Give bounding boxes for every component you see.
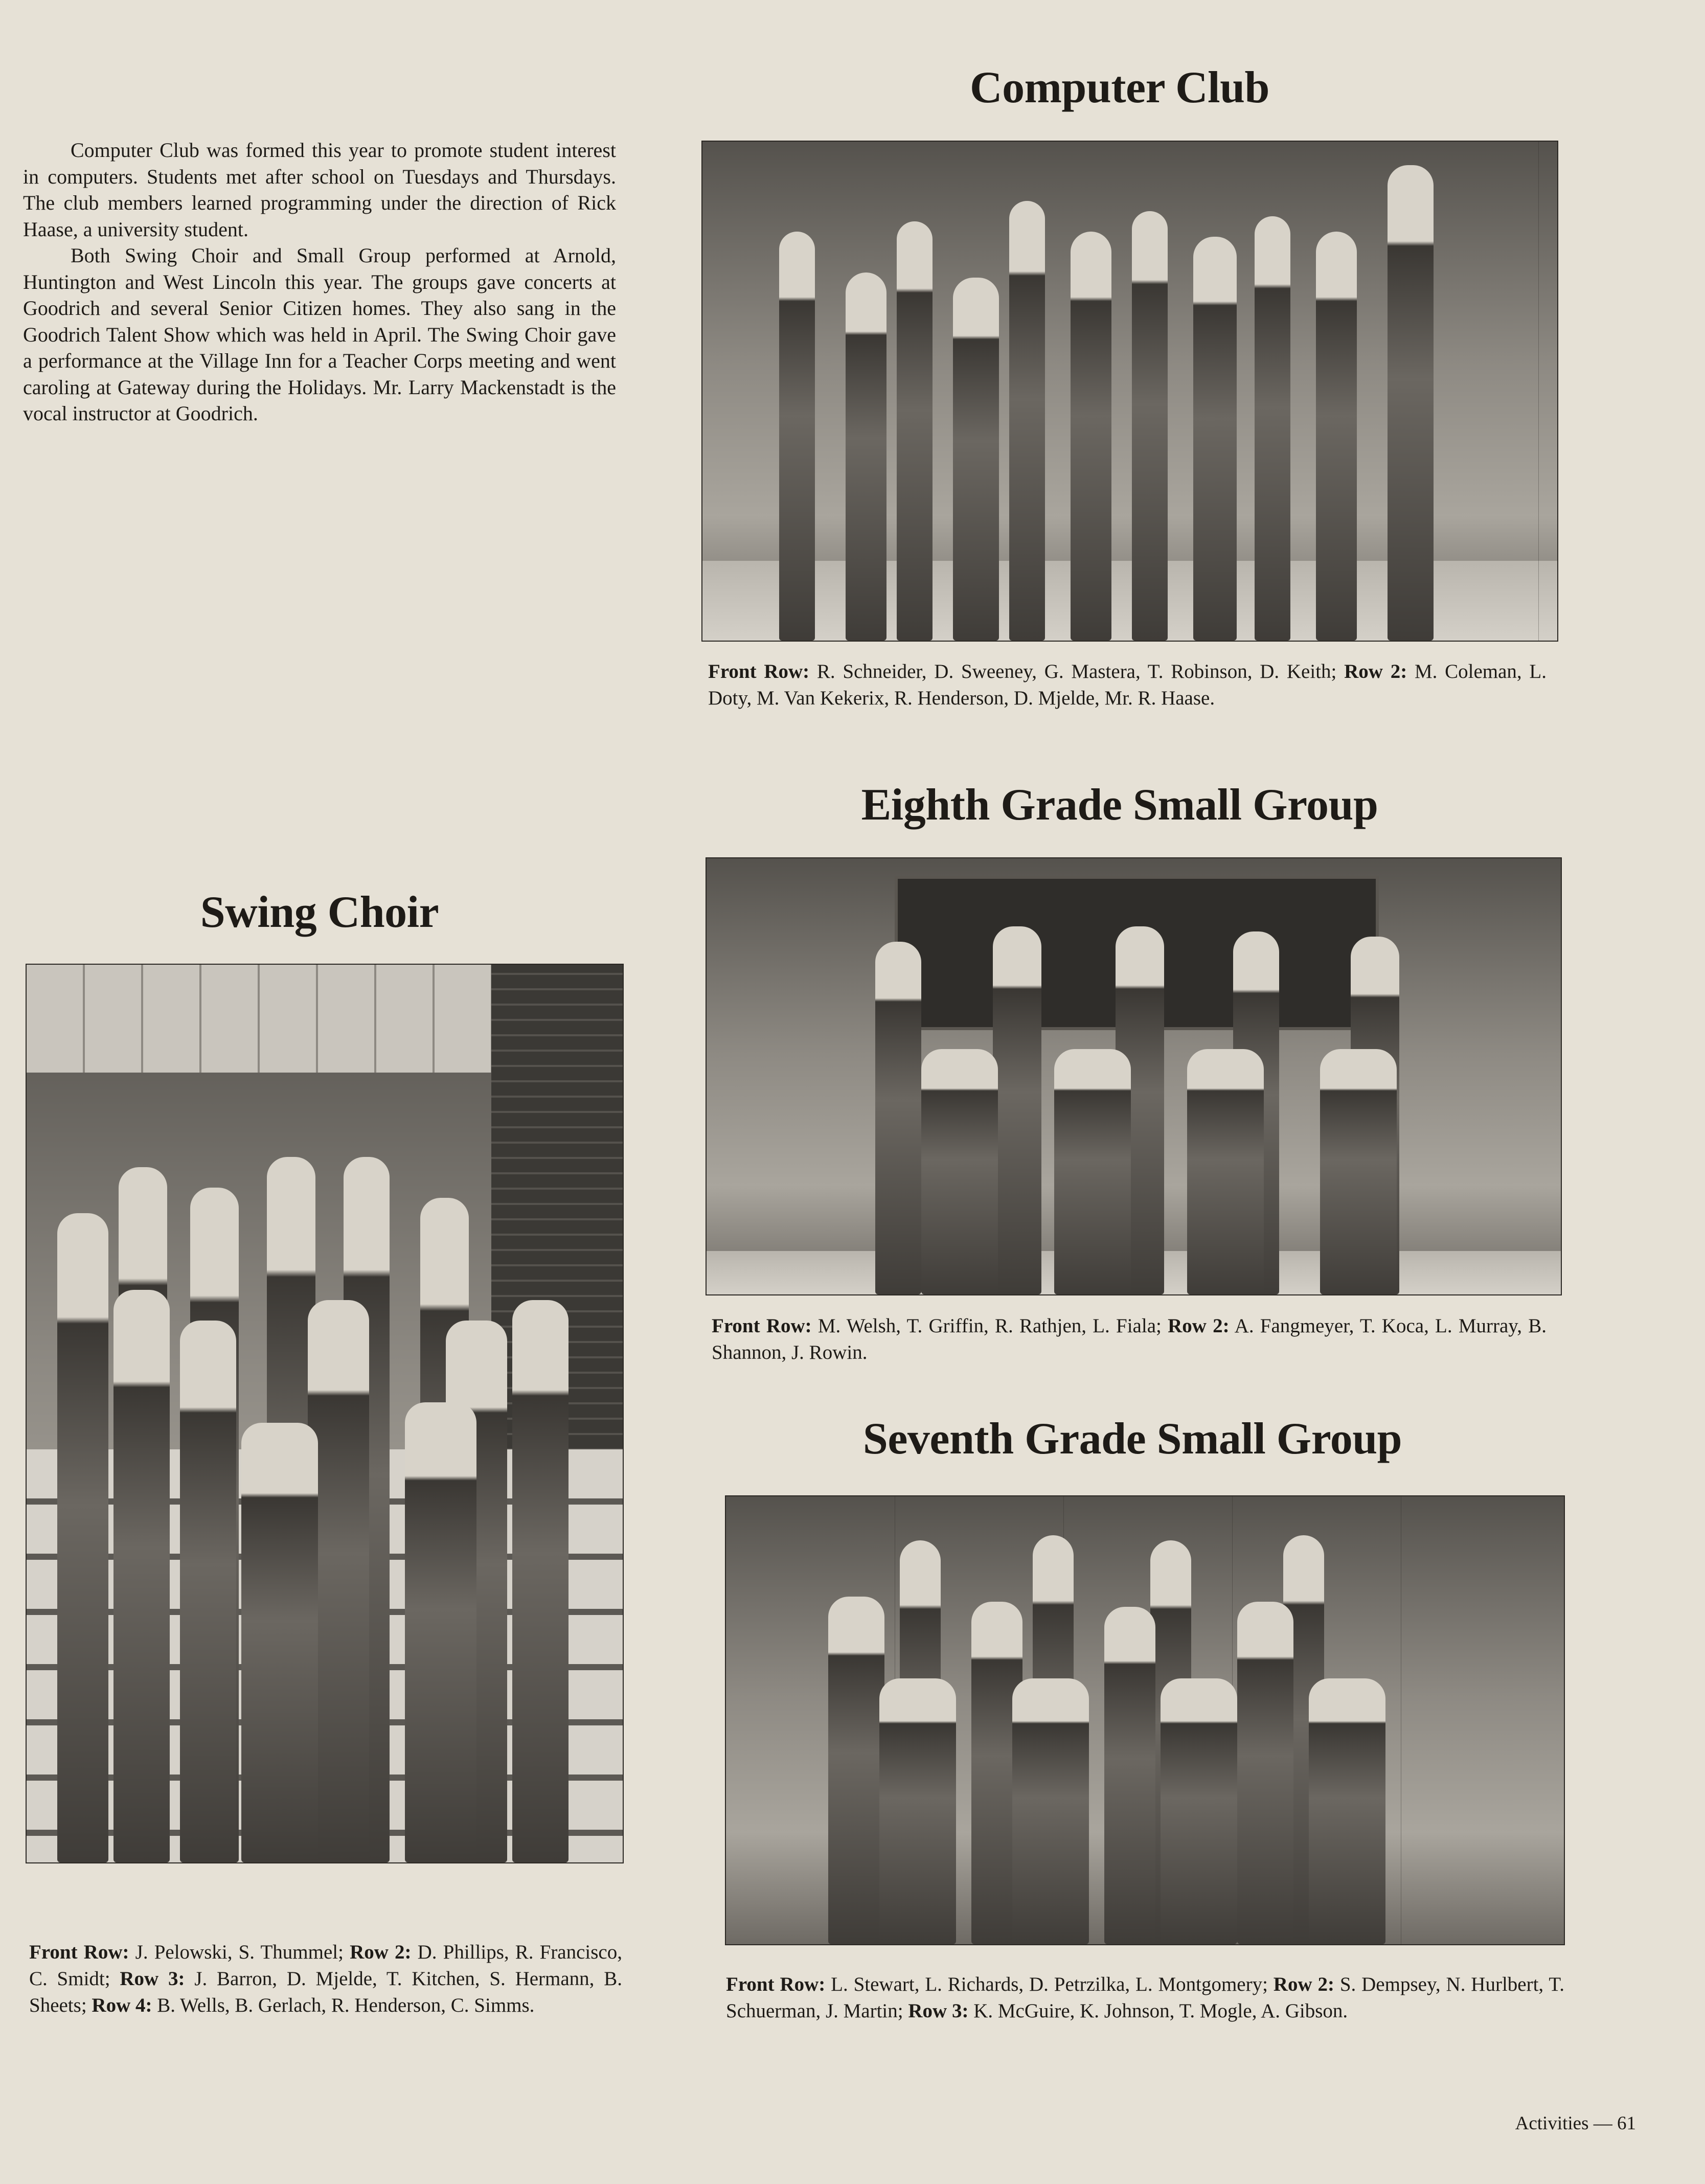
caption-row-label: Row 3: (908, 2000, 969, 2022)
eighth-grade-photo (706, 857, 1562, 1295)
caption-names: L. Stewart, L. Richards, D. Petrzilka, L. Montgomery; (825, 1973, 1274, 1995)
swing-choir-caption (29, 1939, 622, 2019)
caption-names: J. Pelowski, S. Thummel; (129, 1941, 350, 1963)
caption-row-label: Row 2: (350, 1941, 412, 1963)
seventh-grade-caption (726, 1971, 1564, 2024)
page-folio: Activities — 61 (1515, 2113, 1636, 2134)
eighth-grade-caption (712, 1313, 1547, 1366)
swing-choir-title: Swing Choir (200, 888, 439, 937)
seventh-grade-title: Seventh Grade Small Group (862, 1414, 1402, 1464)
caption-names: R. Schneider, D. Sweeney, G. Mastera, T. Robinson, D. Keith; (809, 661, 1345, 682)
caption-row-label: Front Row: (726, 1973, 826, 1995)
caption-names: D. Phillips, R. Francisco, C. Smidt; (29, 1941, 622, 1990)
intro-paragraph: Computer Club was formed this year to promote student interest in computers. Students met after school on Tuesdays and Thursdays. The club members learned programming under the direction of Rick Haase, a university student. (23, 139, 616, 241)
caption-names: K. McGuire, K. Johnson, T. Mogle, A. Gibson. (968, 2000, 1348, 2022)
caption-names: M. Welsh, T. Griffin, R. Rathjen, L. Fiala; (811, 1315, 1168, 1337)
caption-names: M. Coleman, L. Doty, M. Van Kekerix, R. Henderson, D. Mjelde, Mr. R. Haase. (708, 661, 1547, 709)
caption-row-label: Row 2: (1344, 661, 1407, 682)
intro-text (23, 137, 616, 427)
computer-club-caption (708, 658, 1547, 712)
caption-names: B. Wells, B. Gerlach, R. Henderson, C. Simms. (152, 1994, 535, 2016)
intro-paragraph: Both Swing Choir and Small Group performed at Arnold, Huntington and West Lincoln this year. The groups gave concerts at Goodrich and several Senior Citizen homes. They also sang in the Goodrich Talent Show which was held in April. The Swing Choir gave a performance at the Village Inn for a Teacher Corps meeting and went caroling at Gateway during the Holidays. Mr. Larry Mackenstadt is the vocal instructor at Goodrich. (23, 244, 616, 425)
caption-row-label: Row 3: (120, 1968, 185, 1990)
computer-club-title: Computer Club (970, 63, 1269, 112)
caption-row-label: Front Row: (708, 661, 810, 682)
swing-choir-photo (26, 964, 624, 1863)
caption-row-label: Row 2: (1273, 1973, 1334, 1995)
caption-row-label: Row 4: (92, 1994, 152, 2016)
eighth-grade-title: Eighth Grade Small Group (861, 780, 1378, 830)
caption-row-label: Front Row: (29, 1941, 129, 1963)
caption-names: J. Barron, D. Mjelde, T. Kitchen, S. Hermann, B. Sheets; (29, 1968, 622, 2016)
caption-row-label: Front Row: (712, 1315, 812, 1337)
caption-names: S. Dempsey, N. Hurlbert, T. Schuerman, J. Martin; (726, 1973, 1565, 2022)
caption-row-label: Row 2: (1168, 1315, 1230, 1337)
seventh-grade-photo (725, 1495, 1565, 1945)
computer-club-photo (701, 141, 1558, 642)
caption-names: A. Fangmeyer, T. Koca, L. Murray, B. Shannon, J. Rowin. (712, 1315, 1547, 1363)
